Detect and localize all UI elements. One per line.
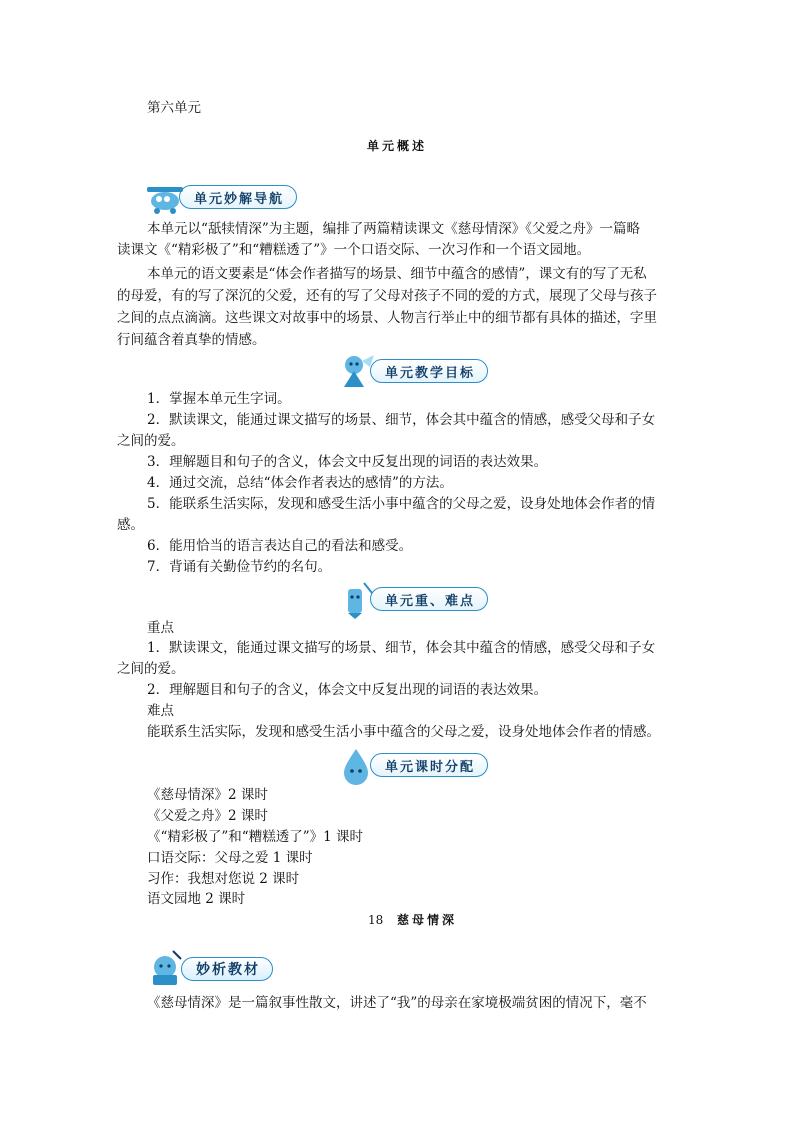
- guide-line-5: 之间的点点滴滴。这些课文对故事中的场景、人物言行举止中的细节都有具体的描述，字里: [117, 310, 657, 326]
- hour-1: 《慈母情深》2 课时: [147, 787, 268, 803]
- goal-3: 3．理解题目和句子的含义，体会文中反复出现的词语的表达效果。: [147, 454, 548, 470]
- key-label: 重点: [147, 620, 174, 636]
- fairy-mascot-icon: [336, 351, 376, 391]
- unit-heading: 第六单元: [147, 100, 201, 116]
- reading-mascot-icon: [147, 949, 187, 989]
- goal-2-line-1: 2．默读课文，能通过课文描写的场景、细节，体会其中蕴含的情感，感受父母和子女: [147, 412, 656, 428]
- guide-line-4: 的母爱，有的写了深沉的父爱，还有的写了父母对孩子不同的爱的方式，展现了父母与孩子: [117, 288, 657, 304]
- hour-2: 《父爱之舟》2 课时: [147, 808, 268, 824]
- hour-4: 口语交际：父母之爱 1 课时: [147, 850, 313, 866]
- guide-line-1: 本单元以“舐犊情深”为主题，编排了两篇精读课文《慈母情深》《父爱之舟》一篇略: [147, 221, 641, 237]
- banner-analysis: [147, 954, 273, 984]
- goal-5-line-1: 5．能联系生活实际，发现和感受生活小事中蕴含的父母之爱，设身处地体会作者的情: [147, 496, 656, 512]
- goal-7: 7．背诵有关勤俭节约的名句。: [147, 559, 332, 575]
- banner-guide: [145, 182, 297, 212]
- hard-label: 难点: [147, 703, 174, 719]
- lesson-number: 18: [368, 913, 384, 927]
- banner-goals-title: 单元教学目标: [370, 359, 488, 383]
- pencil-mascot-icon: [336, 579, 376, 619]
- hour-3: 《“精彩极了”和“糟糕透了”》1 课时: [147, 829, 363, 845]
- banner-hours: [336, 750, 488, 780]
- analysis-line-1: 《慈母情深》是一篇叙事性散文，讲述了“我”的母亲在家境极端贫困的情况下，毫不: [147, 995, 647, 1011]
- goal-2-line-2: 之间的爱。: [117, 433, 185, 449]
- guide-line-6: 行间蕴含着真挚的情感。: [117, 332, 266, 348]
- overview-heading: 单元概述: [366, 139, 427, 153]
- hour-5: 习作：我想对您说 2 课时: [147, 871, 300, 887]
- banner-guide-title: 单元妙解导航: [179, 185, 297, 209]
- hard-1: 能联系生活实际，发现和感受生活小事中蕴含的父母之爱，设身处地体会作者的情感。: [147, 724, 660, 740]
- banner-goals: [336, 356, 488, 386]
- airplane-mascot-icon: [145, 177, 185, 217]
- guide-line-3: 本单元的语文要素是“体会作者描写的场景、细节中蕴含的感情”，课文有的写了无私: [147, 266, 647, 282]
- guide-line-2: 读课文《“精彩极了”和“糟糕透了”》一个口语交际、一次习作和一个语文园地。: [117, 242, 591, 258]
- key-1-line-2: 之间的爱。: [117, 661, 185, 677]
- goal-1: 1．掌握本单元生字词。: [147, 391, 291, 407]
- drop-mascot-icon: [336, 745, 376, 785]
- hour-6: 语文园地 2 课时: [147, 891, 246, 907]
- banner-keypoints-title: 单元重、难点: [370, 587, 488, 611]
- goal-4: 4．通过交流，总结“体会作者表达的感情”的方法。: [147, 475, 453, 491]
- banner-analysis-title: 妙析教材: [181, 957, 273, 981]
- banner-hours-title: 单元课时分配: [370, 753, 488, 777]
- lesson-title: 慈母情深: [397, 913, 458, 927]
- goal-6: 6．能用恰当的语言表达自己的看法和感受。: [147, 538, 413, 554]
- banner-keypoints: [336, 584, 488, 614]
- goal-5-line-2: 感。: [117, 517, 144, 533]
- key-1-line-1: 1．默读课文，能通过课文描写的场景、细节，体会其中蕴含的情感，感受父母和子女: [147, 640, 656, 656]
- key-2: 2．理解题目和句子的含义，体会文中反复出现的词语的表达效果。: [147, 682, 548, 698]
